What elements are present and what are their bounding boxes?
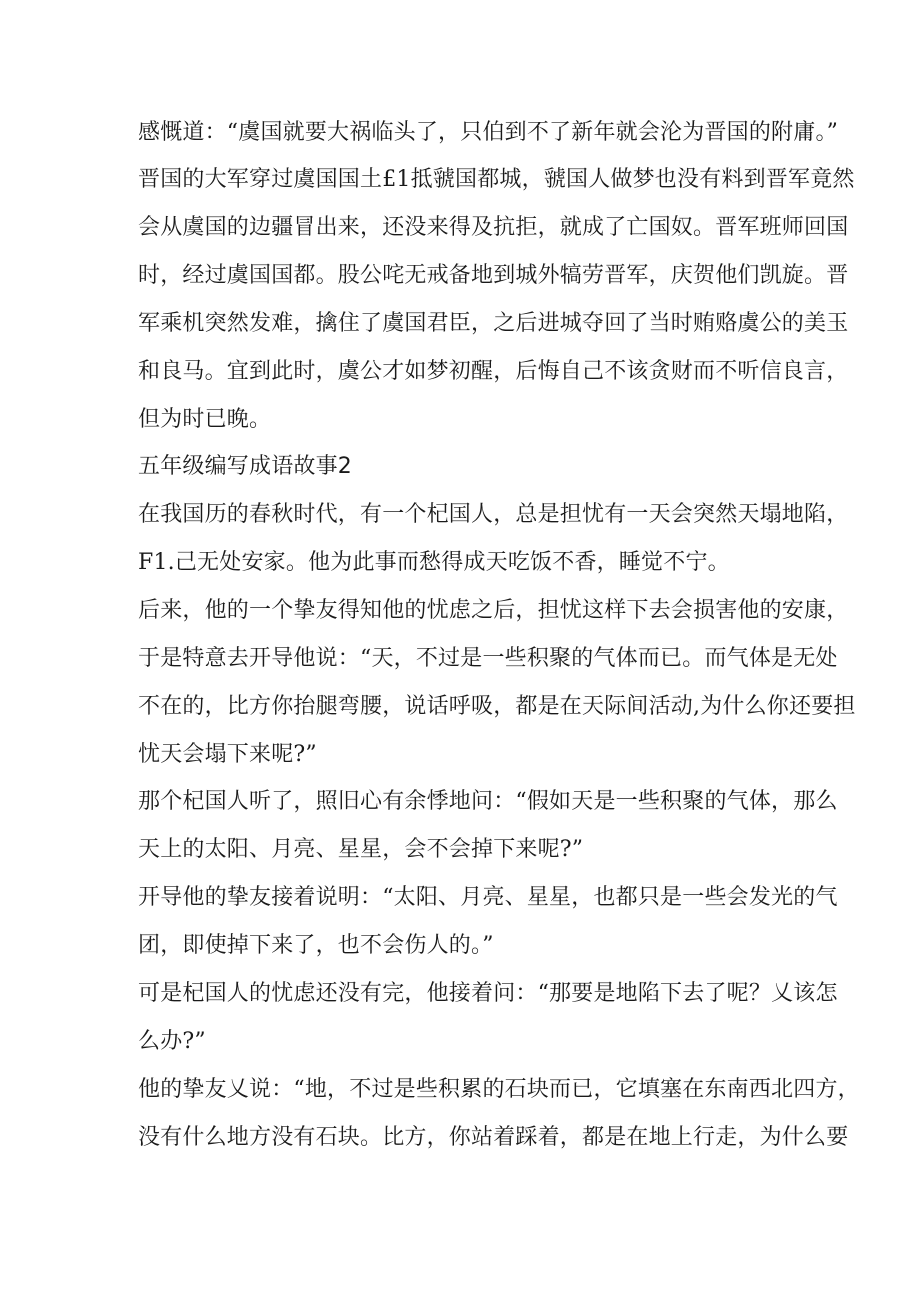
text-line: F1.己无处安家。他为此事而愁得成天吃饭不香，睡觉不宁。 bbox=[138, 550, 730, 575]
text-line: 没有什么地方没有石块。比方，你站着踩着，都是在地上行走，为什么要 bbox=[138, 1125, 849, 1150]
text-line: 不在的，比方你抬腿弯腰，说话呼吸，都是在天际间活动,为什么你还要担 bbox=[138, 694, 856, 719]
text-line: 在我国历的春秋时代，有一个杞国人，总是担忧有一天会突然天塌地陷， bbox=[138, 502, 849, 527]
text-line: 他的挚友乂说：“地，不过是些积累的石块而已，它填塞在东南西北四方， bbox=[138, 1077, 860, 1102]
text-line: 忧天会塌下来呢?” bbox=[138, 742, 317, 767]
text-line: 时，经过虞国国都。股公咤无戒备地到城外犒劳晋军，庆贺他们凯旋。晋 bbox=[138, 263, 849, 288]
text-line: 军乘机突然发难，擒住了虞国君臣，之后进城夺回了当时贿赂虞公的美玉 bbox=[138, 311, 849, 336]
text-line: 天上的太阳、月亮、星星，会不会掉下来呢?” bbox=[138, 837, 584, 862]
text-line: 和良马。宜到此时，虞公才如梦初醒，后悔自己不该贪财而不听信良言， bbox=[138, 359, 849, 384]
text-line: 团，即使掉下来了，也不会伤人的。” bbox=[138, 933, 494, 958]
text-line: 但为时已晚。 bbox=[138, 407, 272, 432]
section-heading: 五年级编写成语故事2 bbox=[138, 454, 352, 479]
text-line: 于是特意去开导他说：“天，不过是一些积聚的气体而已。而气体是无处 bbox=[138, 646, 838, 671]
text-line: 会从虞国的边疆冒出来，还没来得及抗拒，就成了亡国奴。晋军班师回国 bbox=[138, 215, 849, 240]
text-line: 晋国的大军穿过虞国国土£1抵虢国都城，虢国人做梦也没有料到晋军竟然 bbox=[138, 167, 855, 192]
text-line: 么办?” bbox=[138, 1029, 206, 1054]
text-line: 可是杞国人的忧虑还没有完，他接着问：“那要是地陷下去了呢？乂该怎 bbox=[138, 981, 838, 1006]
text-line: 开导他的挚友接着说明：“太阳、月亮、星星，也都只是一些会发光的气 bbox=[138, 885, 838, 910]
text-line: 感慨道：“虞国就要大祸临头了，只伯到不了新年就会沦为晋国的附庸。” bbox=[138, 120, 839, 145]
text-line: 后来，他的一个挚友得知他的忧虑之后，担忧这样下去会损害他的安康， bbox=[138, 598, 849, 623]
text-line: 那个杞国人听了，照旧心有余悸地问：“假如天是一些积聚的气体，那么 bbox=[138, 789, 838, 814]
